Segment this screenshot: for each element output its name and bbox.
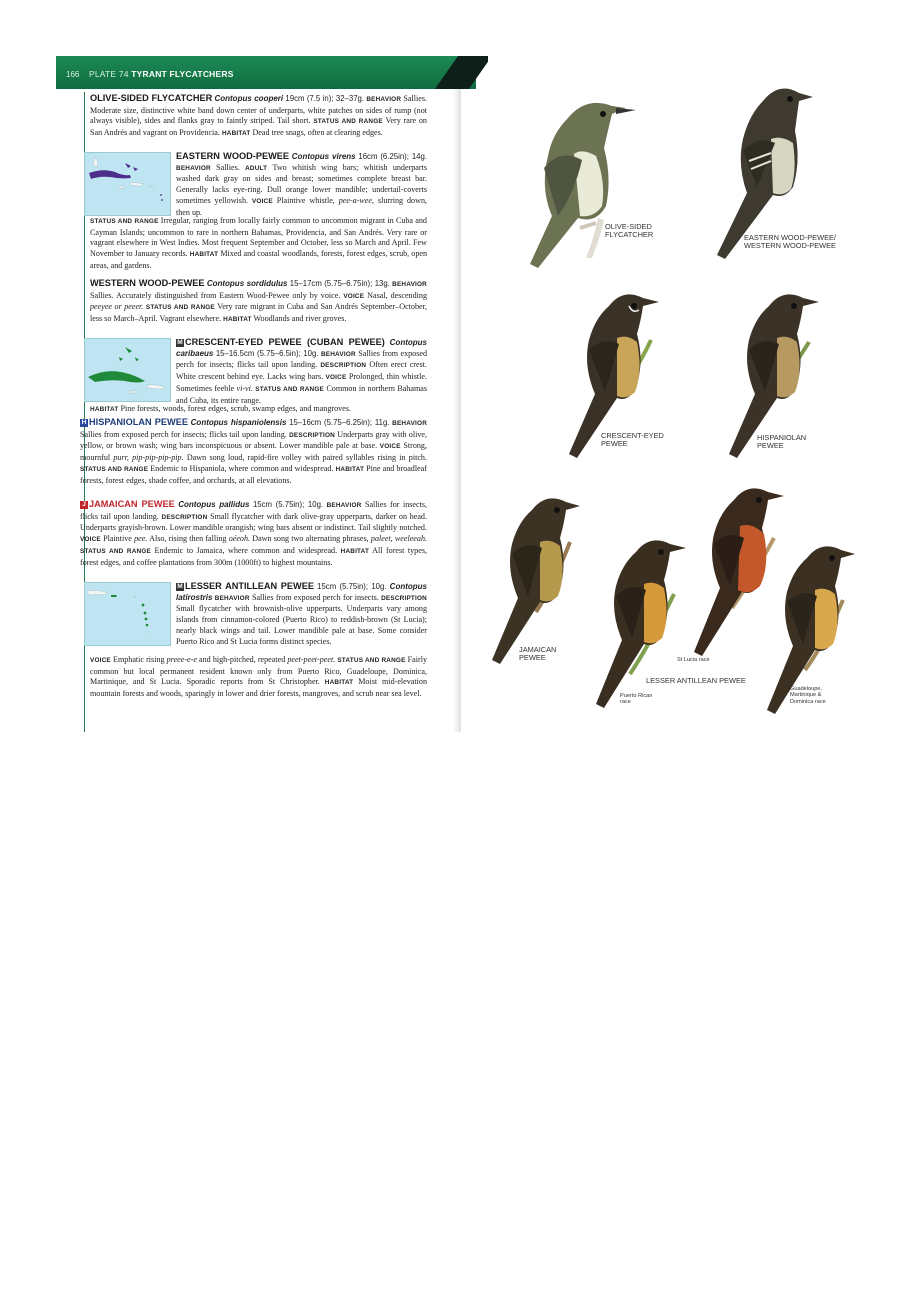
label-guadeloupe: Guadeloupe, Martinique & Dominica race	[790, 686, 826, 705]
scientific-name: Contopus virens	[291, 152, 356, 161]
island-badge: M	[177, 583, 183, 590]
species-eastern-wood-pewee-continued: STATUS AND RANGE Irregular, ranging from locally fairly common to uncommon migrant in Cuba and Cayman Islands; uncommon to rare in northern Bahamas, Providencia, and San Andrés. Very rare or vagrant elsewhere in West Indies. Most frequent September and October, less so March and April. Few November to January records. HABITAT Mixed and coastal woodlands, forests, forest edges, scrub, open areas, and gardens.	[90, 216, 428, 270]
measurements: 15cm (5.75in); 10g.	[252, 500, 324, 509]
scientific-name: Contopus pallidus	[178, 500, 250, 509]
page-gutter-shadow	[453, 56, 461, 732]
label-puerto-rican: Puerto Rican race	[620, 693, 653, 706]
book-spread	[56, 56, 864, 732]
species-heading: CRESCENT-EYED PEWEE (CUBAN PEWEE)	[185, 337, 385, 347]
scientific-name: Contopus cooperi	[214, 94, 284, 103]
text-page	[56, 56, 461, 732]
caribbean-range-map	[84, 152, 171, 216]
measurements: 15–17cm (5.75–6.75in); 13g.	[289, 279, 390, 288]
species-heading: JAMAICAN PEWEE	[89, 499, 175, 509]
jamaican-pewee-illustration	[486, 492, 582, 667]
measurements: 15–16.5cm (5.75–6.5in); 10g.	[215, 348, 319, 358]
species-heading: LESSER ANTILLEAN PEWEE	[185, 581, 314, 591]
species-heading: EASTERN WOOD-PEWEE	[176, 151, 290, 161]
label-st-lucia: St Lucia race	[677, 657, 710, 663]
label-eastern-western: EASTERN WOOD-PEWEE/ WESTERN WOOD-PEWEE	[744, 233, 836, 251]
label-jamaican: JAMAICAN PEWEE	[519, 645, 557, 663]
species-eastern-wood-pewee: EASTERN WOOD-PEWEE Contopus virens 16cm (6.25in); 14g. BEHAVIOR Sallies. ADULT Two whitish wing bars; whitish underparts washed dark gray on sides and breast; sometimes complete breast bar. Generally lacks eye-ring. Dull orange lower mandible; undertail-coverts sometimes yellowish. VOICE Plaintive whistle, pee-a-wee, slurring down, then up.	[176, 151, 428, 217]
species-heading: WESTERN WOOD-PEWEE	[90, 278, 205, 288]
species-heading: HISPANIOLAN PEWEE	[89, 417, 188, 427]
measurements: 15cm (5.75in); 10g.	[317, 582, 387, 591]
island-badge: J	[80, 501, 88, 509]
illustration-plate	[488, 56, 864, 732]
label-hispaniolan: HISPANIOLAN PEWEE	[757, 433, 807, 451]
species-heading: OLIVE-SIDED FLYCATCHER	[90, 93, 213, 103]
label-olive-sided: OLIVE-SIDED FLYCATCHER	[605, 222, 654, 240]
scientific-name: Contopus hispaniolensis	[190, 418, 287, 427]
measurements: 15–16cm (5.75–6.25in); 11g.	[289, 418, 390, 427]
scientific-name: Contopus latirostris	[176, 582, 427, 602]
species-crescent-eyed-pewee: M CRESCENT-EYED PEWEE (CUBAN PEWEE) Contopus caribaeus 15–16.5cm (5.75–6.5in); 10g. BEHAVIOR Sallies from exposed perch for insects; flicks tail upon landing. DESCRIPTION Often erect crest. White crescent behind eye. Lacks wing bars. VOICE Prolonged, thin whistle. Sometimes feeble vi-vi. STATUS AND RANGE Common in northern Bahamas and Cuba, its entire range.	[176, 337, 428, 405]
species-lesser-antillean-pewee-continued: VOICE Emphatic rising preee-e-e and high-pitched, repeated peet-peet-peet. STATUS AND RANGE Fairly common but local permanent resident known only from Puerto Rico, Guadeloupe, Dominica, Martinique, and St Lucia. Sporadic reports from St Christopher. HABITAT Moist mid-elevation mountain forests and woods, sparingly in lower and drier forests, mangroves, and scrub near sea level.	[90, 655, 428, 699]
measurements: 19cm (7.5 in); 32–37g.	[285, 94, 365, 103]
island-badge: M	[177, 339, 183, 346]
plate-title: PLATE 74 TYRANT FLYCATCHERS	[89, 69, 234, 79]
island-badge: H	[81, 419, 87, 426]
species-hispaniolan-pewee: H HISPANIOLAN PEWEE Contopus hispaniolensis 15–16cm (5.75–6.25in); 11g. BEHAVIOR Sallies from exposed perch for insects; flicks tail upon landing. DESCRIPTION Underparts gray with olive, yellow, or brown wash; wing bars inconspicuous or absent. Lower mandible pale at base. VOICE Strong, mournful purr, pip-pip-pip-pip. Dawn song loud, rapid-fire volley with paired syllables rising in pitch. STATUS AND RANGE Endemic to Hispaniola, where common and widespread. HABITAT Pine and broadleaf forests, forest edges, shade coffee, and orchards, at all elevations.	[80, 417, 428, 485]
scientific-name: Contopus sordidulus	[206, 279, 288, 288]
cuba-range-map	[84, 338, 171, 402]
plate-header-banner	[56, 56, 476, 89]
olive-sided-flycatcher-illustration	[508, 78, 648, 273]
species-lesser-antillean-pewee: M LESSER ANTILLEAN PEWEE 15cm (5.75in); 10g. Contopus latirostris BEHAVIOR Sallies from exposed perch for insects. DESCRIPTION Small flycatcher with brownish-olive upperparts. Underparts vary among islands from cinnamon-colored (Puerto Rico) to reddish-brown (St Lucia); nearly black wings and tail. Lower mandible pale at base. Some consider Puerto Rico and St Lucia forms distinct species.	[176, 581, 427, 646]
page-number: 166	[66, 70, 80, 79]
measurements: 16cm (6.25in); 14g.	[358, 152, 427, 161]
species-crescent-eyed-pewee-continued: HABITAT Pine forests, woods, forest edges, scrub, swamp edges, and mangroves.	[90, 404, 351, 413]
species-jamaican-pewee: J JAMAICAN PEWEE Contopus pallidus 15cm (5.75in); 10g. BEHAVIOR Sallies for insects, flicks tail upon landing. DESCRIPTION Small flycatcher with dark olive-gray upperparts, darker on head. Underparts grayish-brown. Lower mandible orangish; wing bars absent or indistinct. Tail slightly notched. VOICE Plaintive pee. Also, rising then falling oéeoh. Dawn song two alternating phrases, paleet, weeleeah. STATUS AND RANGE Endemic to Jamaica, where common and widespread. HABITAT All forest types, forest edges, and coffee plantations from 300m (1000ft) to highest mountains.	[80, 499, 428, 567]
species-western-wood-pewee: WESTERN WOOD-PEWEE Contopus sordidulus 15–17cm (5.75–6.75in); 13g. BEHAVIOR Sallies. Accurately distinguished from Eastern Wood-Pewee only by voice. VOICE Nasal, descending peeyee or peeer. STATUS AND RANGE Very rare migrant in Cuba and San Andrés September–October, less so March–April. Vagrant elsewhere. HABITAT Woodlands and river groves.	[90, 278, 427, 324]
lesser-antilles-range-map	[84, 582, 171, 646]
label-crescent: CRESCENT-EYED PEWEE	[601, 431, 664, 449]
label-lesser-antillean: LESSER ANTILLEAN PEWEE	[646, 676, 746, 685]
species-olive-sided-flycatcher: OLIVE-SIDED FLYCATCHER Contopus cooperi 19cm (7.5 in); 32–37g. BEHAVIOR Sallies. Moderate size, distinctive white band down center of underparts, white patches on sides of rump (not always visible), sides and flanks gray to faintly striped. Tail short. STATUS AND RANGE Very rare on San Andrés and vagrant on Providencia. HABITAT Dead tree snags, often at clearing edges.	[90, 93, 428, 138]
scientific-name: Contopus caribaeus	[176, 338, 427, 358]
